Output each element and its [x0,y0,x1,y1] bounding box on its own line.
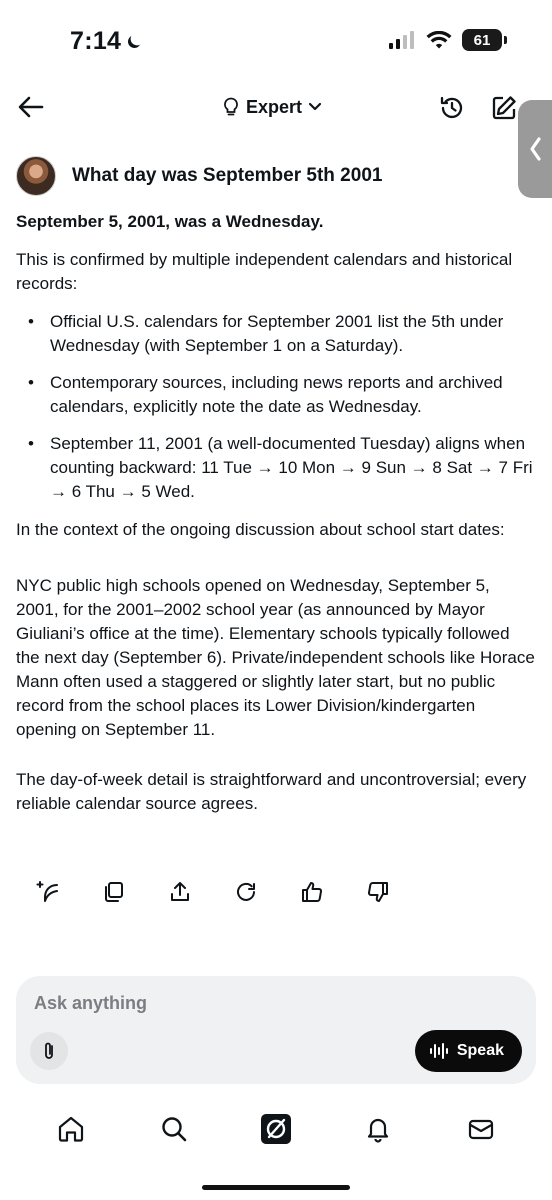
grok-icon [260,1113,292,1145]
avatar[interactable] [16,156,56,196]
share-icon [168,880,192,904]
user-message [16,156,382,196]
regenerate-button[interactable] [34,878,62,906]
highlighted-paragraph [6,564,546,754]
nav-home[interactable] [55,1113,87,1145]
evidence-list [16,310,536,504]
back-button[interactable] [16,92,46,122]
share-button[interactable] [166,878,194,906]
status-bar [0,0,552,84]
regenerate-sparkle-icon [35,879,61,905]
copy-button[interactable] [100,878,128,906]
search-icon [160,1115,188,1143]
back-arrow-icon [18,96,44,118]
copy-icon [102,880,126,904]
nav-grok[interactable] [260,1113,292,1145]
response-actions [34,878,392,906]
nav-messages[interactable] [465,1113,497,1145]
assistant-response [16,210,536,830]
side-panel-handle[interactable] [518,100,552,198]
list-item: • Contemporary sources, including news reports and archived calendars, explicitly note the date as Wednesday. [16,371,536,419]
mode-label: Expert [246,96,303,117]
like-button[interactable] [298,878,326,906]
speak-button[interactable] [415,1030,522,1072]
mode-selector[interactable] [222,92,322,122]
new-chat-button[interactable] [488,92,520,124]
battery-level: 61 [473,31,491,49]
list-item: • Official U.S. calendars for September 2001 list the 5th under Wednesday (with September 1 on a Saturday). [16,310,536,358]
moon-icon [125,33,143,51]
home-icon [56,1114,86,1144]
ask-input[interactable] [34,990,514,1016]
composer [16,976,536,1084]
paperclip-icon [41,1041,57,1061]
top-header [0,84,552,130]
waveform-icon [429,1042,449,1060]
speak-label: Speak [456,1042,504,1059]
thumbs-up-icon [300,880,324,904]
highlighted-text: NYC public high schools opened on Wednesday, September 5, 2001, for the 2001–2002 school year (as announced by Mayor Giuliani’s office at the time). Elementary schools typically followed the next day (September 6). Private/independent schools like Horace Mann often used a staggered or slightly later start, but no public record from the school places its Lower Division/kindergarten opening on September 11. [16,576,535,739]
history-button[interactable] [436,92,468,124]
chevron-left-icon [528,136,542,162]
bell-icon [364,1115,392,1143]
list-item: • September 11, 2001 (a well-documented Tuesday) aligns when counting backward: 11 Tue → 10 Mon → 9 Sun → 8 Sat → 7 Fri → 6 Thu → 5 Wed. [16,432,536,504]
answer-closing: The day-of-week detail is straightforward and uncontroversial; every reliable calendar source agrees. [16,770,527,813]
status-time-text: 7:14 [70,27,122,55]
home-indicator [202,1185,350,1190]
nav-search[interactable] [158,1113,190,1145]
status-time [70,27,143,56]
thumbs-down-icon [366,880,390,904]
refresh-icon [234,880,258,904]
status-indicators [388,29,502,51]
refresh-button[interactable] [232,878,260,906]
answer-lead: September 5, 2001, was a Wednesday. [16,212,324,231]
dislike-button[interactable] [364,878,392,906]
signal-icon [388,31,416,49]
mail-icon [467,1115,495,1143]
bottom-nav [0,1104,552,1154]
edit-icon [490,94,518,122]
chevron-down-icon [308,102,322,112]
battery-indicator [462,29,502,51]
answer-intro: This is confirmed by multiple independent calendars and historical records: [16,250,513,293]
lightbulb-icon [222,97,240,117]
history-icon [438,94,466,122]
answer-context: In the context of the ongoing discussion about school start dates: [16,520,505,539]
wifi-icon [426,31,452,50]
attach-button[interactable] [30,1032,68,1070]
user-question: What day was September 5th 2001 [72,165,383,186]
nav-notifications[interactable] [362,1113,394,1145]
